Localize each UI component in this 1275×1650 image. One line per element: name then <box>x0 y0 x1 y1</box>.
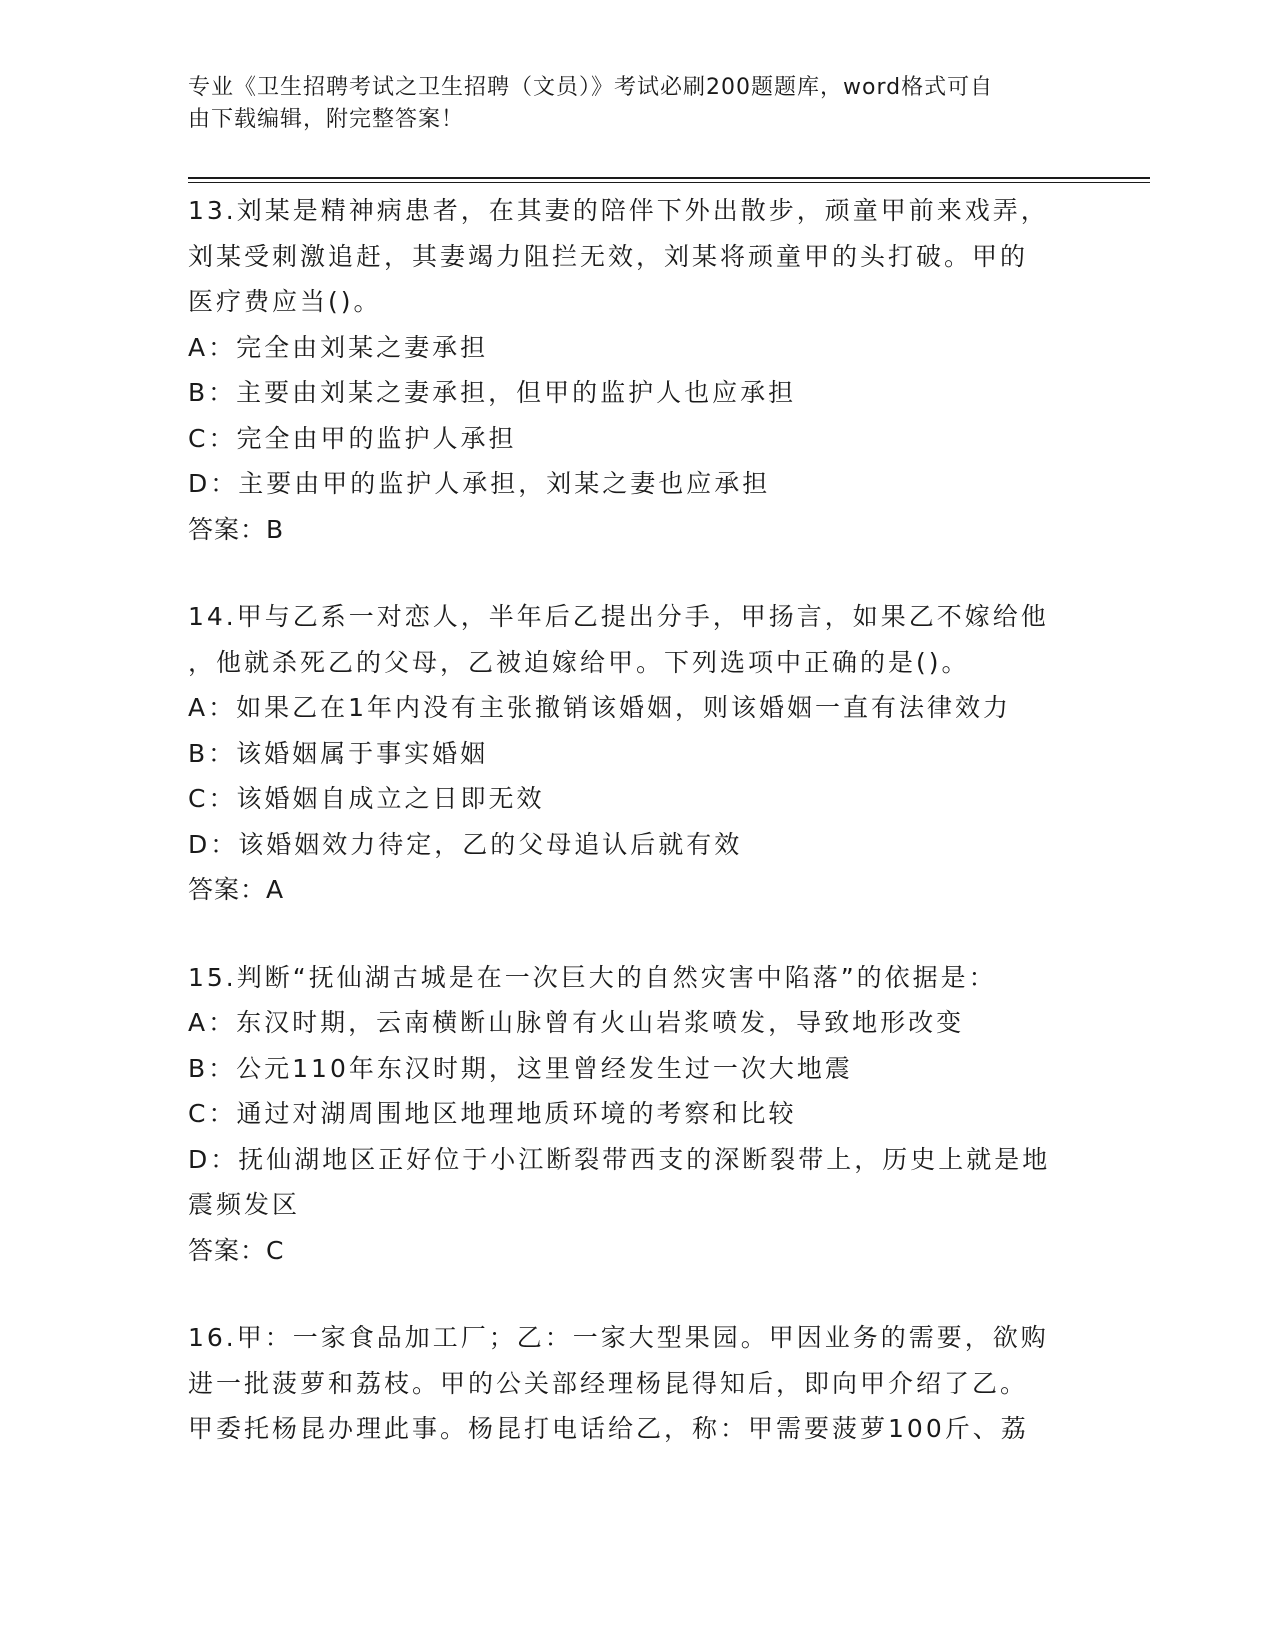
question-14 <box>188 594 1068 913</box>
question-list <box>188 188 1068 1494</box>
option-b: B：该婚姻属于事实婚姻 <box>188 738 489 768</box>
option-a: A：东汉时期，云南横断山脉曾有火山岩浆喷发，导致地形改变 <box>188 1008 965 1037</box>
question-15 <box>188 955 1068 1274</box>
question-stem-line: 刘某受刺激追赶，其妻竭力阻拦无效，刘某将顽童甲的头打破。甲的 <box>188 241 1029 271</box>
question-stem-line: 医疗费应当()。 <box>188 287 382 316</box>
header-line-2: 由下载编辑，附完整答案！ <box>188 107 465 132</box>
option-c: C：完全由甲的监护人承担 <box>188 423 517 453</box>
question-16 <box>188 1315 1068 1452</box>
question-stem-line: 进一批菠萝和荔枝。甲的公关部经理杨昆得知后，即向甲介绍了乙。 <box>188 1368 1029 1398</box>
question-stem-line: 16.甲：一家食品加工厂；乙：一家大型果园。甲因业务的需要，欲购 <box>188 1323 1049 1352</box>
option-a: A：完全由刘某之妻承担 <box>188 332 489 362</box>
option-d-continued: 震频发区 <box>188 1190 301 1219</box>
option-a: A：如果乙在1年内没有主张撤销该婚姻，则该婚姻一直有法律效力 <box>188 693 1012 722</box>
header-line-1: 专业《卫生招聘考试之卫生招聘（文员）》考试必刷200题题库，word格式可自 <box>188 75 994 100</box>
option-b: B：公元110年东汉时期，这里曾经发生过一次大地震 <box>188 1053 853 1083</box>
option-d: D：该婚姻效力待定，乙的父母追认后就有效 <box>188 829 743 859</box>
option-d: D：抚仙湖地区正好位于小江断裂带西支的深断裂带上，历史上就是地 <box>188 1144 1051 1174</box>
option-c: C：该婚姻自成立之日即无效 <box>188 784 545 813</box>
option-d: D：主要由甲的监护人承担，刘某之妻也应承担 <box>188 469 771 498</box>
question-13 <box>188 188 1068 552</box>
question-stem-line: 甲委托杨昆办理此事。杨昆打电话给乙，称：甲需要菠萝100斤、荔 <box>188 1414 1029 1443</box>
option-b: B：主要由刘某之妻承担，但甲的监护人也应承担 <box>188 378 797 407</box>
answer-line: 答案：C <box>188 1235 285 1265</box>
document-header <box>188 72 1068 136</box>
option-c: C：通过对湖周围地区地理地质环境的考察和比较 <box>188 1099 797 1128</box>
answer-line: 答案：A <box>188 875 285 904</box>
question-stem-line: 13.刘某是精神病患者，在其妻的陪伴下外出散步，顽童甲前来戏弄， <box>188 196 1049 225</box>
question-stem-line: 15.判断“抚仙湖古城是在一次巨大的自然灾害中陷落”的依据是： <box>188 962 997 992</box>
header-divider-thick <box>188 177 1150 179</box>
answer-line: 答案：B <box>188 514 285 544</box>
question-stem-line: 14.甲与乙系一对恋人，半年后乙提出分手，甲扬言，如果乙不嫁给他 <box>188 602 1049 631</box>
question-stem-line: ，他就杀死乙的父母，乙被迫嫁给甲。下列选项中正确的是()。 <box>188 647 970 677</box>
header-divider-thin <box>188 182 1150 183</box>
